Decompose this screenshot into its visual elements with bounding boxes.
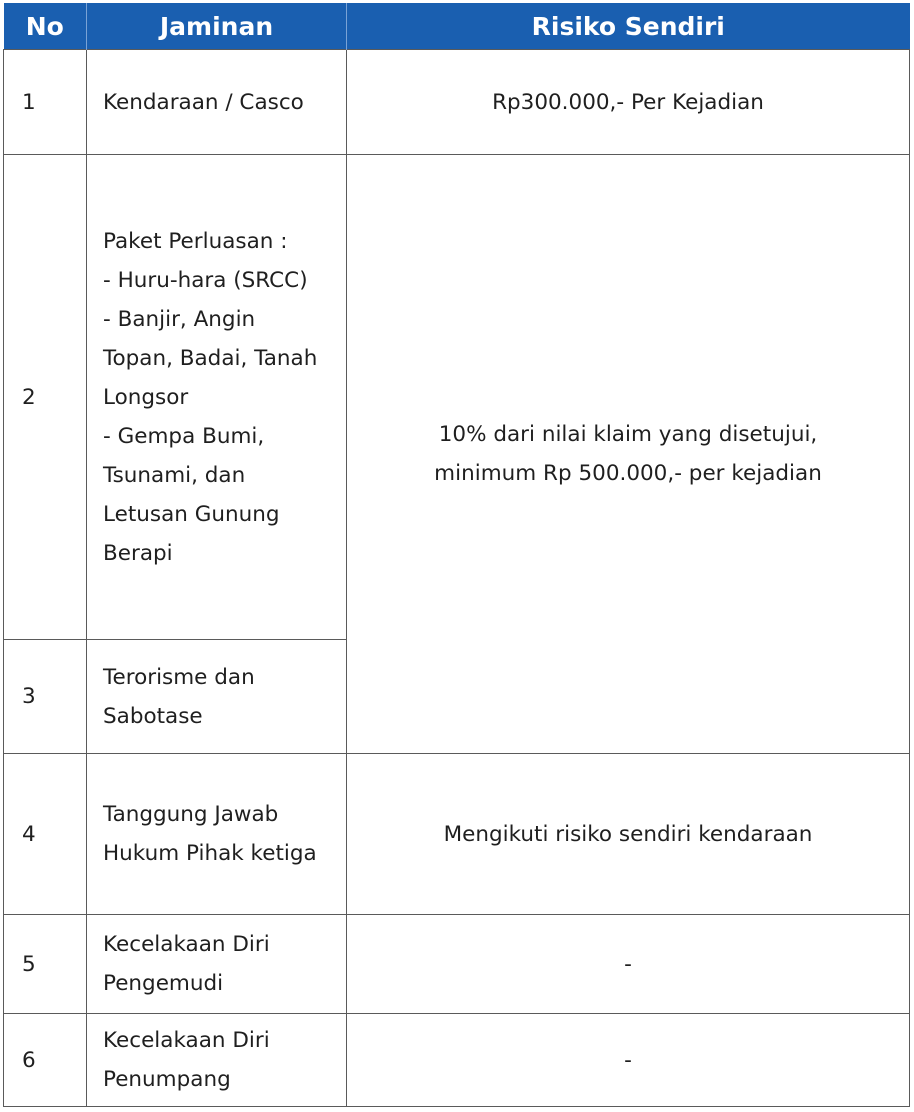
table-row	[4, 155, 910, 640]
jaminan-text: - Gempa Bumi,	[103, 423, 265, 449]
row-number: 1	[4, 50, 87, 155]
risiko-cell	[347, 50, 910, 155]
jaminan-text: Sabotase	[103, 703, 203, 729]
jaminan-text: Kecelakaan Diri	[103, 1028, 270, 1053]
row-number: 3	[4, 640, 87, 754]
risiko-text: Rp300.000,- Per Kejadian	[492, 89, 764, 115]
jaminan-text: Terorisme dan	[103, 664, 255, 690]
table-row	[4, 754, 910, 915]
jaminan-text: Tanggung Jawab	[103, 802, 279, 827]
jaminan-text: Paket Perluasan :	[103, 228, 288, 254]
jaminan-text: Letusan Gunung	[103, 501, 280, 527]
risiko-text: -	[624, 951, 632, 977]
table-header-row	[4, 3, 910, 50]
jaminan-cell	[87, 1014, 347, 1107]
risiko-cell	[347, 915, 910, 1014]
risiko-text: -	[624, 1047, 632, 1073]
jaminan-cell	[87, 640, 347, 754]
coverage-table-container	[3, 3, 909, 1107]
risiko-cell	[347, 155, 910, 754]
jaminan-cell	[87, 155, 347, 640]
jaminan-cell	[87, 915, 347, 1014]
jaminan-text: Penumpang	[103, 1067, 231, 1092]
jaminan-cell	[87, 754, 347, 915]
header-risiko-sendiri: Risiko Sendiri	[347, 3, 910, 50]
risiko-cell	[347, 754, 910, 915]
jaminan-text: Pengemudi	[103, 971, 224, 996]
risiko-cell	[347, 1014, 910, 1107]
risiko-text: minimum Rp 500.000,- per kejadian	[434, 461, 822, 486]
jaminan-text: Berapi	[103, 540, 173, 566]
jaminan-text: Hukum Pihak ketiga	[103, 841, 317, 866]
coverage-table	[3, 3, 910, 1107]
row-number: 6	[4, 1014, 87, 1107]
risiko-text: 10% dari nilai klaim yang disetujui,	[438, 422, 818, 447]
header-no: No	[4, 3, 87, 50]
table-row	[4, 915, 910, 1014]
jaminan-text: Tsunami, dan	[103, 462, 246, 488]
jaminan-text: Kecelakaan Diri	[103, 932, 270, 957]
jaminan-text: - Huru-hara (SRCC)	[103, 267, 308, 293]
row-number: 4	[4, 754, 87, 915]
header-jaminan: Jaminan	[87, 3, 347, 50]
jaminan-text: Topan, Badai, Tanah	[103, 345, 318, 371]
jaminan-text: Kendaraan / Casco	[103, 89, 304, 115]
jaminan-text: Longsor	[103, 384, 189, 410]
table-row	[4, 1014, 910, 1107]
jaminan-text: - Banjir, Angin	[103, 306, 256, 332]
row-number: 5	[4, 915, 87, 1014]
table-row	[4, 50, 910, 155]
risiko-text: Mengikuti risiko sendiri kendaraan	[443, 821, 813, 847]
jaminan-cell	[87, 50, 347, 155]
row-number: 2	[4, 155, 87, 640]
